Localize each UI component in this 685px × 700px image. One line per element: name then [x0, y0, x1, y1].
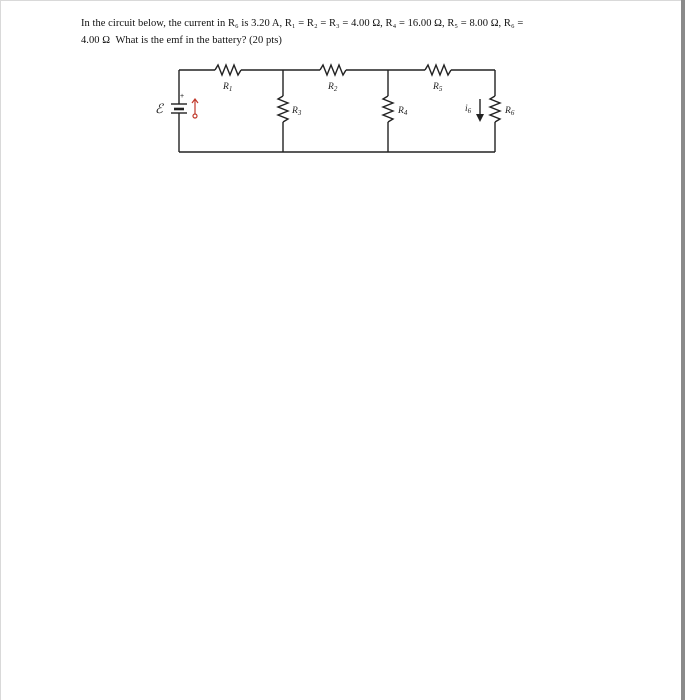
resistor-r5-zigzag	[425, 65, 451, 75]
viewer-scrollbar-edge	[681, 0, 685, 700]
circuit-svg	[150, 60, 515, 160]
circuit-diagram	[150, 60, 515, 160]
resistor-r1-zigzag	[215, 65, 241, 75]
label-i6: $i_6$	[465, 104, 472, 115]
battery-polarity-marker	[192, 99, 198, 118]
label-r1: $R_1$	[223, 82, 233, 93]
current-arrow	[476, 99, 484, 122]
page-border-left	[0, 0, 1, 700]
label-r3: $R_3$	[292, 106, 302, 117]
resistor-r6-zigzag	[490, 96, 500, 122]
question-text	[81, 15, 641, 49]
question-line-1: In the circuit below, the current in R₆ is 3.20 A, R₁ = R₂ = R₃ = 4.00 Ω, R₄ = 16.00 Ω, R₅ = 8.00 Ω, R₆ =	[81, 18, 524, 29]
battery-plus-sign: +	[180, 93, 185, 100]
question-line-2: 4.00 Ω What is the emf in the battery? (20 pts)	[81, 35, 282, 46]
page-border-top	[0, 0, 685, 1]
emf-label: ℰ	[155, 101, 163, 116]
resistor-r4-zigzag	[383, 96, 393, 122]
label-r2: $R_2$	[328, 82, 338, 93]
label-r5: $R_5$	[433, 82, 443, 93]
resistor-r3-zigzag	[278, 96, 288, 122]
circuit-wires	[179, 65, 500, 152]
resistor-r2-zigzag	[320, 65, 346, 75]
label-r6: $R_6$	[505, 106, 515, 117]
label-r4: $R_4$	[398, 106, 408, 117]
